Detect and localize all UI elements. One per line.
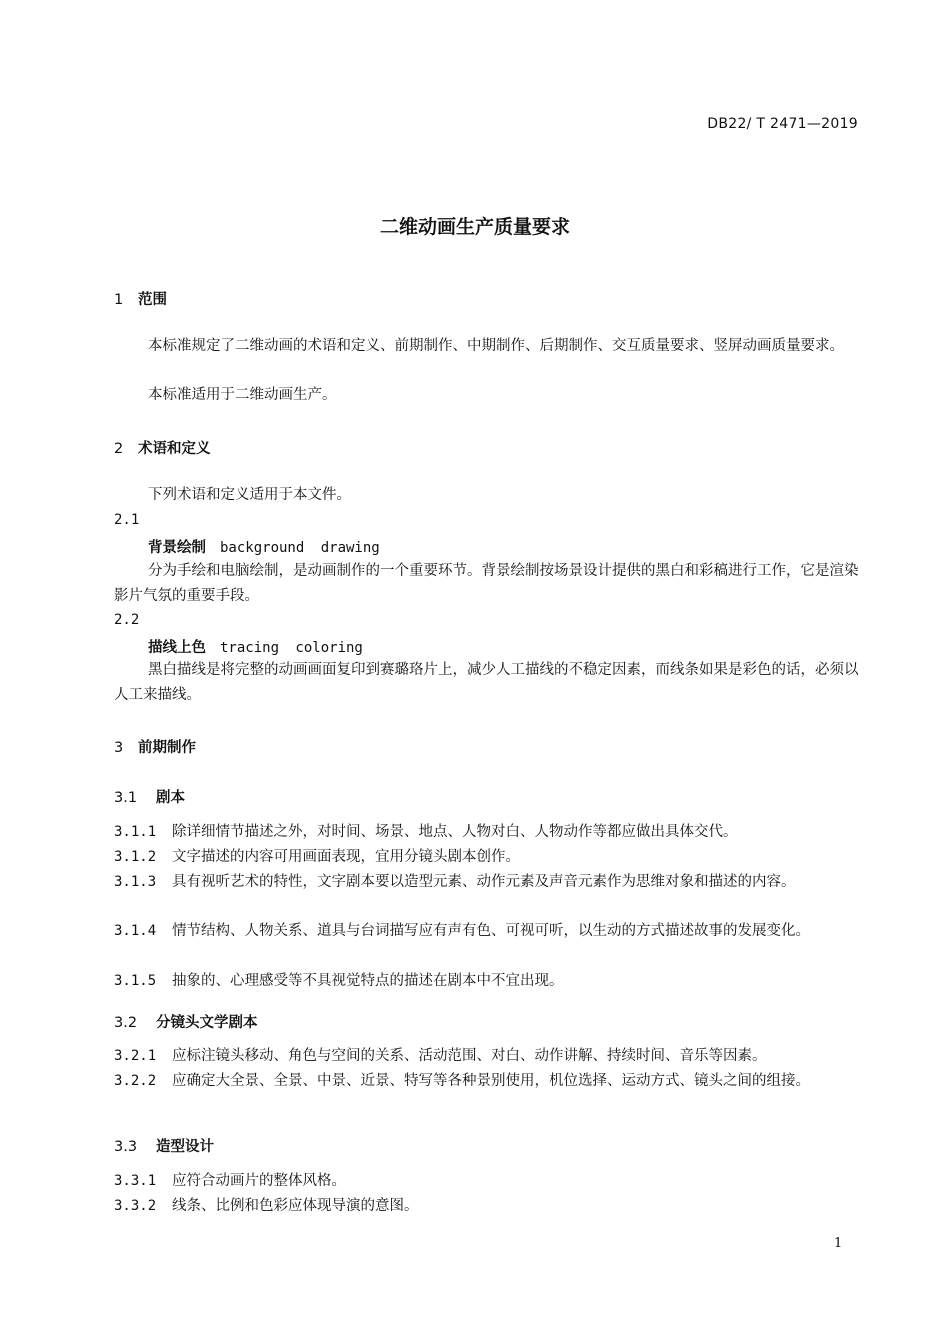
term-zh: 背景绘制 xyxy=(148,540,206,556)
subsection-number: 3.2 xyxy=(114,1015,138,1031)
clause xyxy=(114,969,860,994)
subsection-number: 3.1 xyxy=(114,790,138,806)
clause-text: 应标注镜头移动、角色与空间的关系、活动范围、对白、动作讲解、持续时间、音乐等因素。 xyxy=(172,1048,767,1064)
clause-number: 3.1.5 xyxy=(114,973,157,989)
subsection-title: 造型设计 xyxy=(156,1139,214,1155)
section-3-heading xyxy=(114,736,196,757)
clause xyxy=(114,820,860,845)
standard-code: DB22/ T 2471—2019 xyxy=(707,116,858,132)
clause-number: 3.1.3 xyxy=(114,874,157,890)
subsection-3-1-heading xyxy=(114,786,185,807)
clause-text: 线条、比例和色彩应体现导演的意图。 xyxy=(172,1198,419,1214)
clause-text: 具有视听艺术的特性，文字剧本要以造型元素、动作元素及声音元素作为思维对象和描述的内容。 xyxy=(172,874,796,890)
clause-text: 文字描述的内容可用画面表现，宜用分镜头剧本创作。 xyxy=(172,849,520,865)
clause-number: 3.3.1 xyxy=(114,1173,157,1189)
term-number: 2.1 xyxy=(114,512,140,528)
term-number: 2.2 xyxy=(114,612,140,628)
section-title: 范围 xyxy=(138,292,167,308)
paragraph: 下列术语和定义适用于本文件。 xyxy=(148,487,351,503)
clause-text: 情节结构、人物关系、道具与台词描写应有声有色、可视可听，以生动的方式描述故事的发展变化。 xyxy=(172,923,810,939)
paragraph: 本标准规定了二维动画的术语和定义、前期制作、中期制作、后期制作、交互质量要求、竖屏动画质量要求。 xyxy=(148,338,844,354)
clause xyxy=(114,1044,860,1069)
section-number: 2 xyxy=(114,441,124,457)
section-title: 术语和定义 xyxy=(138,441,211,457)
clause-number: 3.1.1 xyxy=(114,824,157,840)
subsection-title: 剧本 xyxy=(156,790,185,806)
clause-text: 除详细情节描述之外，对时间、场景、地点、人物对白、人物动作等都应做出具体交代。 xyxy=(172,824,738,840)
subsection-title: 分镜头文学剧本 xyxy=(156,1015,258,1031)
clause xyxy=(114,1169,860,1194)
term-definition: 分为手绘和电脑绘制，是动画制作的一个重要环节。背景绘制按场景设计提供的黑白和彩稿进行工作，它是渲染影片气氛的重要手段。 xyxy=(114,563,859,604)
clause-number: 3.2.1 xyxy=(114,1048,157,1064)
section-2-heading xyxy=(114,437,211,458)
subsection-number: 3.3 xyxy=(114,1139,138,1155)
clause-text: 抽象的、心理感受等不具视觉特点的描述在剧本中不宜出现。 xyxy=(172,973,564,989)
paragraph: 本标准适用于二维动画生产。 xyxy=(148,387,337,403)
term-entry xyxy=(148,536,380,557)
subsection-3-3-heading xyxy=(114,1135,214,1156)
section-number: 1 xyxy=(114,292,124,308)
term-definition: 黑白描线是将完整的动画画面复印到赛璐珞片上，减少人工描线的不稳定因素，而线条如果是彩色的话，必须以人工来描线。 xyxy=(114,662,859,703)
subsection-3-2-heading xyxy=(114,1011,258,1032)
clause-number: 3.2.2 xyxy=(114,1073,157,1089)
section-number: 3 xyxy=(114,740,124,756)
term-en: background drawing xyxy=(220,540,380,556)
term-entry xyxy=(148,636,363,657)
clause-number: 3.1.4 xyxy=(114,923,157,939)
clause xyxy=(114,1194,860,1219)
clause-number: 3.1.2 xyxy=(114,849,157,865)
section-1-heading xyxy=(114,288,167,309)
clause xyxy=(114,919,860,944)
document-title: 二维动画生产质量要求 xyxy=(379,216,570,238)
clause xyxy=(114,1069,860,1094)
term-en: tracing coloring xyxy=(220,640,363,656)
page-number: 1 xyxy=(834,1236,843,1251)
clause-text: 应符合动画片的整体风格。 xyxy=(172,1173,346,1189)
clause xyxy=(114,845,860,870)
term-zh: 描线上色 xyxy=(148,640,206,656)
clause-number: 3.3.2 xyxy=(114,1198,157,1214)
clause-text: 应确定大全景、全景、中景、近景、特写等各种景别使用，机位选择、运动方式、镜头之间的组接。 xyxy=(172,1073,810,1089)
clause xyxy=(114,870,860,895)
section-title: 前期制作 xyxy=(138,740,196,756)
